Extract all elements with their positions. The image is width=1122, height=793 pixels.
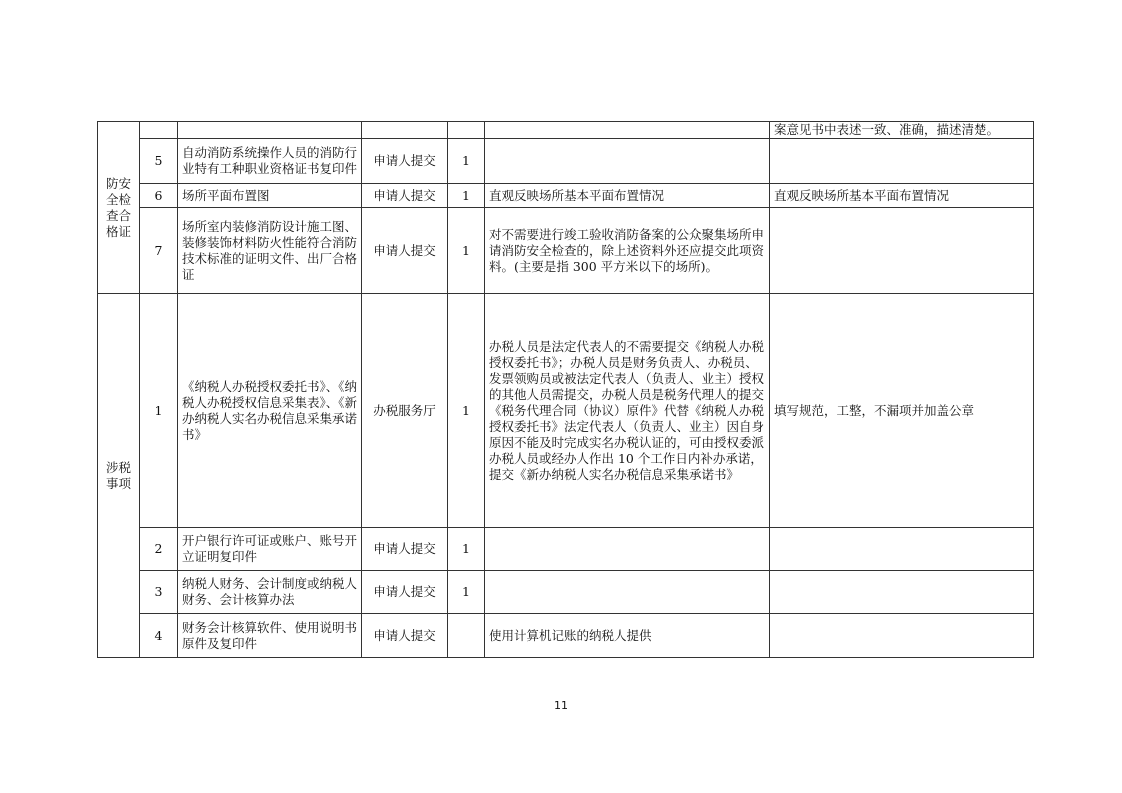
row-number: 3 — [140, 571, 178, 614]
material-cell: 财务会计核算软件、使用说明书原件及复印件 — [178, 614, 362, 658]
copies-cell — [448, 614, 485, 658]
material-cell: 《纳税人办税授权委托书》、《纳税人办税授权信息采集表》、《新办纳税人实名办税信息采集承诺书》 — [178, 294, 362, 528]
source-cell: 申请人提交 — [362, 528, 448, 571]
notes-cell: 办税人员是法定代表人的不需要提交《纳税人办税授权委托书》；办税人员是财务负责人、办税员、发票领购员或被法定代表人（负责人、业主）授权的其他人员需提交，办税人员是税务代理人的提交《税务代理合同（协议）原件》代替《纳税人办税授权委托书》法定代表人（负责人、业主）因自身原因不能及时完成实名办税认证的，可由授权委派办税人员或经办人作出 10 个工作日内补办承诺，提交《新办纳税人实名办税信息采集承诺书》 — [485, 294, 770, 528]
row-number: 2 — [140, 528, 178, 571]
row-number: 7 — [140, 208, 178, 294]
requirements-cell — [770, 139, 1034, 184]
requirements-cell: 案意见书中表述一致、准确，描述清楚。 — [770, 122, 1034, 139]
source-cell: 申请人提交 — [362, 139, 448, 184]
material-cell: 开户银行许可证或账户、账号开立证明复印件 — [178, 528, 362, 571]
material-cell: 自动消防系统操作人员的消防行业特有工种职业资格证书复印件 — [178, 139, 362, 184]
requirements-cell — [770, 614, 1034, 658]
copies-cell: 1 — [448, 528, 485, 571]
notes-cell: 使用计算机记账的纳税人提供 — [485, 614, 770, 658]
notes-cell: 对不需要进行竣工验收消防备案的公众聚集场所申请消防安全检查的，除上述资料外还应提交此项资料。(主要是指 300 平方米以下的场所)。 — [485, 208, 770, 294]
table-row — [98, 614, 1034, 658]
copies-cell: 1 — [448, 139, 485, 184]
notes-cell: 直观反映场所基本平面布置情况 — [485, 184, 770, 208]
notes-cell — [485, 571, 770, 614]
source-cell: 办税服务厅 — [362, 294, 448, 528]
table-row — [98, 528, 1034, 571]
material-cell: 场所平面布置图 — [178, 184, 362, 208]
source-cell: 申请人提交 — [362, 184, 448, 208]
table-row — [98, 571, 1034, 614]
table-row — [98, 208, 1034, 294]
source-cell: 申请人提交 — [362, 571, 448, 614]
requirements-cell: 填写规范，工整，不漏项并加盖公章 — [770, 294, 1034, 528]
category-cell-fire-safety: 防安 全检 查合 格证 — [98, 122, 140, 294]
category-cell-tax: 涉税 事项 — [98, 294, 140, 658]
source-cell: 申请人提交 — [362, 614, 448, 658]
copies-cell: 1 — [448, 184, 485, 208]
copies-cell: 1 — [448, 294, 485, 528]
requirements-cell — [770, 208, 1034, 294]
material-cell: 场所室内装修消防设计施工图、装修装饰材料防火性能符合消防技术标准的证明文件、出厂合格证 — [178, 208, 362, 294]
requirements-cell — [770, 571, 1034, 614]
copies-cell: 1 — [448, 208, 485, 294]
notes-cell — [485, 528, 770, 571]
copies-cell: 1 — [448, 571, 485, 614]
row-number: 1 — [140, 294, 178, 528]
table-row — [98, 139, 1034, 184]
source-cell: 申请人提交 — [362, 208, 448, 294]
requirements-cell — [770, 528, 1034, 571]
material-cell: 纳税人财务、会计制度或纳税人财务、会计核算办法 — [178, 571, 362, 614]
row-number: 6 — [140, 184, 178, 208]
table-row — [98, 122, 1034, 139]
table-row — [98, 294, 1034, 528]
row-number: 4 — [140, 614, 178, 658]
table-row — [98, 184, 1034, 208]
requirements-cell: 直观反映场所基本平面布置情况 — [770, 184, 1034, 208]
notes-cell — [485, 139, 770, 184]
row-number: 5 — [140, 139, 178, 184]
materials-table — [97, 121, 1034, 658]
page-number: 11 — [554, 699, 568, 712]
